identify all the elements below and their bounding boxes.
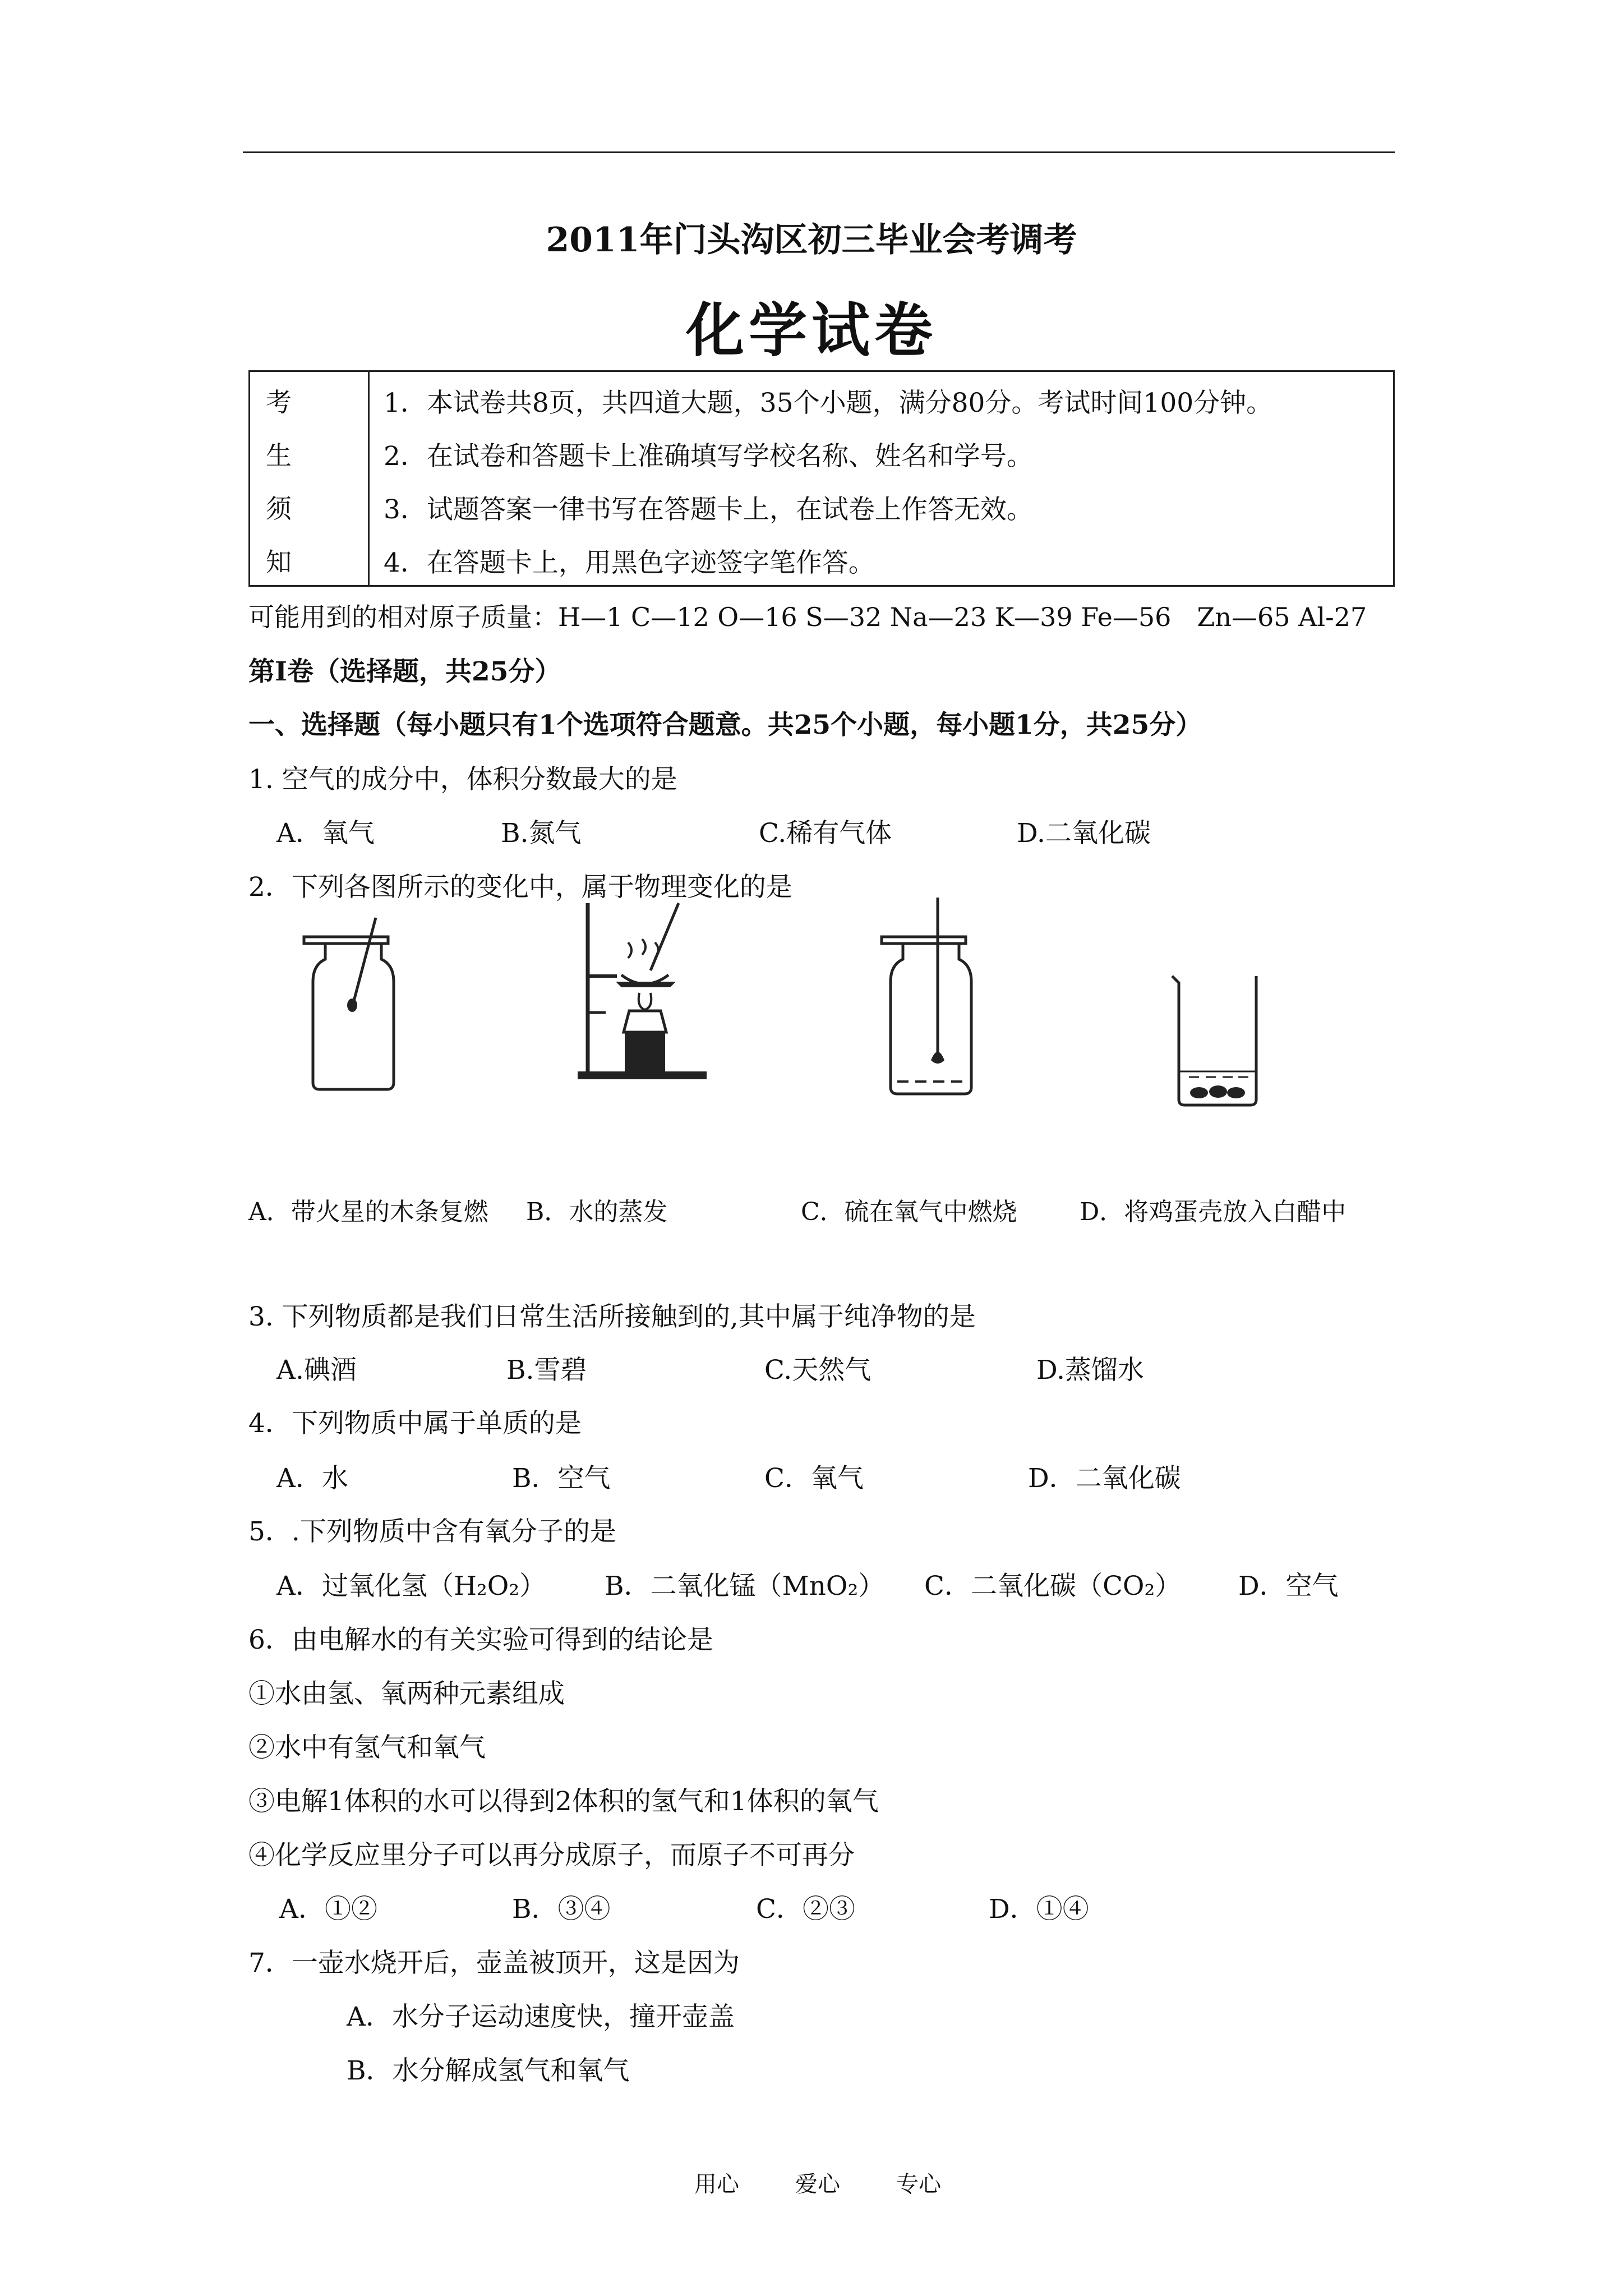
q3-option-a: A.碘酒 [276,1355,357,1386]
notice-divider [368,372,370,585]
q3-stem: 3. 下列物质都是我们日常生活所接触到的,其中属于纯净物的是 [248,1301,976,1332]
notice-label-char: 生 [266,440,292,471]
notice-item: 3．试题答案一律书写在答题卡上，在试卷上作答无效。 [384,494,1033,525]
q2-caption-a: A．带火星的木条复燃 [248,1198,488,1226]
q2-caption-c: C．硫在氧气中燃烧 [801,1198,1017,1226]
q5-option-c: C．二氧化碳（CO₂） [924,1571,1182,1602]
footer-text: 爱心 [795,2171,840,2197]
q1-option-d: D.二氧化碳 [1017,818,1151,849]
exam-title: 2011年门头沟区初三毕业会考调考 [546,220,1077,260]
header-rule [243,151,1395,153]
q2-caption-d: D．将鸡蛋壳放入白醋中 [1080,1198,1347,1226]
notice-label-char: 须 [266,494,292,524]
notice-item: 1．本试卷共8页，共四道大题，35个小题，满分80分。考试时间100分钟。 [384,388,1273,418]
q5-option-d: D．空气 [1238,1571,1339,1602]
q1-option-b: B.氮气 [501,818,582,849]
q3-option-b: B.雪碧 [506,1355,587,1386]
q6-option-b: B．③④ [512,1894,611,1925]
q6-stem: 6．由电解水的有关实验可得到的结论是 [248,1625,713,1655]
q1-stem: 1. 空气的成分中，体积分数最大的是 [248,764,677,795]
figure-c-sulfur-burning [875,892,998,1105]
notice-label-char: 知 [266,547,292,577]
q6-option-d: D．①④ [989,1894,1089,1925]
q5-option-a: A．过氧化氢（H₂O₂） [276,1571,546,1602]
q4-option-d: D．二氧化碳 [1028,1463,1181,1494]
q6-option-a: A．①② [279,1894,377,1925]
q6-statement: ④化学反应里分子可以再分成原子，而原子不可再分 [248,1840,855,1871]
q6-statement: ③电解1体积的水可以得到2体积的氢气和1体积的氧气 [248,1786,879,1817]
notice-label-char: 考 [266,387,292,417]
q7-option-a: A．水分子运动速度快，撞开壶盖 [347,2001,735,2032]
footer-text: 用心 [694,2171,739,2197]
notice-item: 4．在答题卡上，用黑色字迹签字笔作答。 [384,547,875,578]
q2-caption-b: B．水的蒸发 [526,1198,668,1226]
q2-stem: 2．下列各图所示的变化中，属于物理变化的是 [248,872,792,903]
q1-option-c: C.稀有气体 [759,818,892,849]
q3-option-c: C.天然气 [764,1355,872,1386]
q6-statement: ②水中有氢气和氧气 [248,1732,486,1763]
section-volume: 第Ⅰ卷（选择题，共25分） [248,656,561,687]
q4-stem: 4．下列物质中属于单质的是 [248,1408,582,1439]
notice-table [248,370,1395,587]
q6-statement: ①水由氢、氧两种元素组成 [248,1678,565,1709]
figure-d-beaker-eggshell [1166,970,1267,1111]
q7-stem: 7．一壶水烧开后，壶盖被顶开，这是因为 [248,1948,740,1978]
figure-a-bottle-splint [297,914,421,1099]
q5-stem: 5．.下列物质中含有氧分子的是 [248,1516,616,1547]
q4-option-a: A．水 [276,1463,348,1494]
q1-option-a: A．氧气 [276,818,375,849]
subject-title: 化学试卷 [685,296,937,365]
notice-item: 2．在试卷和答题卡上准确填写学校名称、姓名和学号。 [384,441,1033,472]
section-part: 一、选择题（每小题只有1个选项符合题意。共25个小题，每小题1分，共25分） [248,710,1202,740]
figure-b-evaporation [566,892,718,1094]
atomic-masses: 可能用到的相对原子质量：H—1 C—12 O—16 S—32 Na—23 K—39 Fe—56 Zn—65 Al-27 [248,602,1367,632]
q4-option-b: B．空气 [512,1463,611,1494]
q6-option-c: C．②③ [756,1894,855,1925]
footer-text: 专心 [896,2171,941,2197]
q7-option-b: B．水分解成氢气和氧气 [347,2055,630,2086]
q5-option-b: B．二氧化锰（MnO₂） [605,1571,885,1602]
q4-option-c: C．氧气 [764,1463,864,1494]
q3-option-d: D.蒸馏水 [1036,1355,1144,1386]
